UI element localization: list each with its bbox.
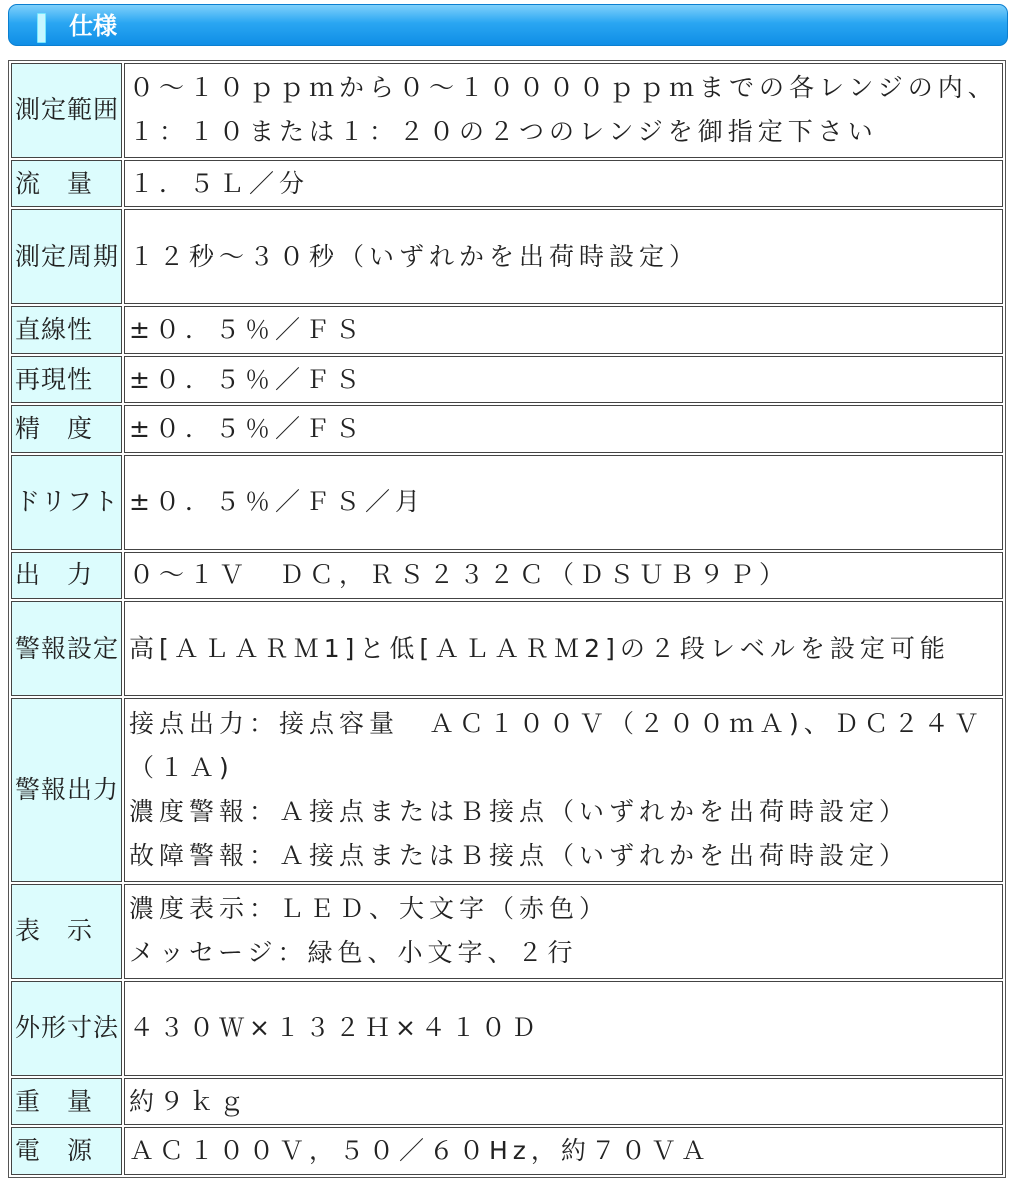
spec-value-line: メッセージ：緑色、小文字、２行 — [129, 938, 578, 968]
spec-row-flow — [11, 160, 1003, 207]
spec-value-line: ＡＣ１００Ｖ，５０／６０Hz，約７０ＶＡ — [129, 1136, 711, 1166]
spec-table — [8, 60, 1006, 1178]
spec-label: ドリフト — [11, 455, 122, 550]
spec-value-line: 濃度警報：Ａ接点またはＢ接点（いずれかを出荷時設定） — [129, 797, 910, 827]
spec-label: 再現性 — [11, 356, 122, 403]
spec-value-line: 故障警報：Ａ接点またはＢ接点（いずれかを出荷時設定） — [129, 841, 910, 871]
spec-row-weight — [11, 1078, 1003, 1125]
spec-label: 電 源 — [11, 1127, 122, 1175]
spec-table-body — [11, 63, 1003, 1175]
spec-value-line: ±０．５％／ＦＳ／月 — [129, 487, 425, 517]
spec-value — [124, 601, 1003, 696]
spec-value — [124, 1127, 1003, 1175]
spec-row-repeatability — [11, 356, 1003, 403]
spec-value — [124, 884, 1003, 979]
spec-value — [124, 306, 1003, 353]
spec-row-drift — [11, 455, 1003, 550]
spec-row-display — [11, 884, 1003, 979]
section-header — [8, 4, 1008, 46]
spec-value — [124, 455, 1003, 550]
spec-value-line: 高[ＡＬＡＲＭ1]と低[ＡＬＡＲＭ2]の２段レベルを設定可能 — [129, 633, 950, 663]
spec-label: 流 量 — [11, 160, 122, 207]
spec-value-line: ±０．５％／ＦＳ — [129, 414, 365, 444]
spec-label: 外形寸法 — [11, 981, 122, 1076]
spec-row-alarm-output — [11, 698, 1003, 882]
spec-label: 警報出力 — [11, 698, 122, 882]
spec-label: 警報設定 — [11, 601, 122, 696]
spec-value-line: １：１０または１：２０の２つのレンジを御指定下さい — [129, 117, 878, 147]
spec-value — [124, 356, 1003, 403]
spec-value — [124, 63, 1003, 158]
section-title: 仕様 — [69, 12, 117, 40]
spec-value-line: ±０．５％／ＦＳ — [129, 364, 365, 394]
spec-label: 測定周期 — [11, 209, 122, 304]
spec-value — [124, 160, 1003, 207]
spec-label: 測定範囲 — [11, 63, 122, 158]
spec-row-linearity — [11, 306, 1003, 353]
spec-value-line: 約９ｋｇ — [129, 1086, 250, 1116]
spec-value — [124, 981, 1003, 1076]
spec-row-power — [11, 1127, 1003, 1175]
spec-label: 直線性 — [11, 306, 122, 353]
spec-label: 出 力 — [11, 552, 122, 599]
spec-value-line: ±０．５％／ＦＳ — [129, 315, 365, 345]
spec-value — [124, 209, 1003, 304]
spec-value-line: ０～１Ｖ ＤＣ，ＲＳ２３２Ｃ（ＤＳＵＢ９Ｐ） — [129, 560, 790, 590]
spec-row-dimensions — [11, 981, 1003, 1076]
spec-label: 表 示 — [11, 884, 122, 979]
spec-value-line: ４３０Ｗ×１３２Ｈ×４１０Ｄ — [129, 1013, 541, 1043]
spec-value-line: １．５Ｌ／分 — [129, 168, 310, 198]
spec-value — [124, 1078, 1003, 1125]
spec-value-line: ０～１０ｐｐｍから０～１００００ｐｐｍまでの各レンジの内、 — [129, 73, 998, 103]
spec-row-output — [11, 552, 1003, 599]
spec-row-alarm-setting — [11, 601, 1003, 696]
header-accent-bar — [37, 13, 46, 43]
spec-row-accuracy — [11, 405, 1003, 452]
spec-value — [124, 698, 1003, 882]
spec-row-range — [11, 63, 1003, 158]
spec-label: 精 度 — [11, 405, 122, 452]
spec-label: 重 量 — [11, 1078, 122, 1125]
spec-row-cycle — [11, 209, 1003, 304]
spec-value-line: 接点出力：接点容量 ＡＣ１００Ｖ（２００ｍＡ)、ＤＣ２４Ｖ（１Ａ) — [129, 709, 984, 783]
spec-value — [124, 552, 1003, 599]
spec-value — [124, 405, 1003, 452]
spec-value-line: 濃度表示：ＬＥＤ、大文字（赤色） — [129, 894, 610, 924]
spec-value-line: １２秒～３０秒（いずれかを出荷時設定） — [129, 241, 700, 271]
